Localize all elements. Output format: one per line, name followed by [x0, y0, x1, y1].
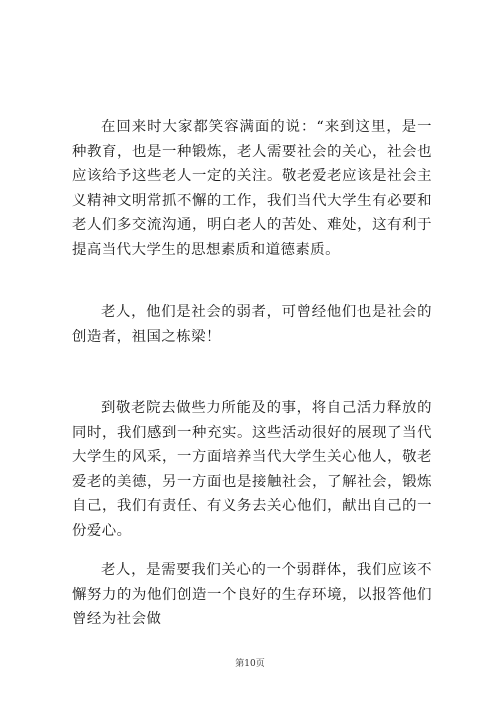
paragraph-1: 在回来时大家都笑容满面的说：“来到这里，是一种教育，也是一种锻炼，老人需要社会的关心，社会也应该给予这些老人一定的关注。敬老爱老应该是社会主义精神文明常抓不懈的工作，我们当代大学生有必要和老人们多交流沟通，明白老人的苦处、难处，这有利于提高当代大学生的思想素质和道德素质。	[72, 119, 432, 258]
paragraph-4: 老人，是需要我们关心的一个弱群体，我们应该不懈努力的为他们创造一个良好的生存环境，以报答他们曾经为社会做	[72, 562, 432, 627]
paragraph-2: 老人，他们是社会的弱者，可曾经他们也是社会的创造者，祖国之栋梁！	[72, 304, 432, 345]
page-number: 第10页	[235, 659, 265, 669]
paragraph-3: 到敬老院去做些力所能及的事，将自己活力释放的同时，我们感到一种充实。这些活动很好的展现了当代大学生的风采，一方面培养当代大学生关心他人，敬老爱老的美德，另一方面也是接触社会，了解社会，锻炼自己，我们有责任、有义务去关心他们，献出自己的一份爱心。	[72, 400, 432, 539]
